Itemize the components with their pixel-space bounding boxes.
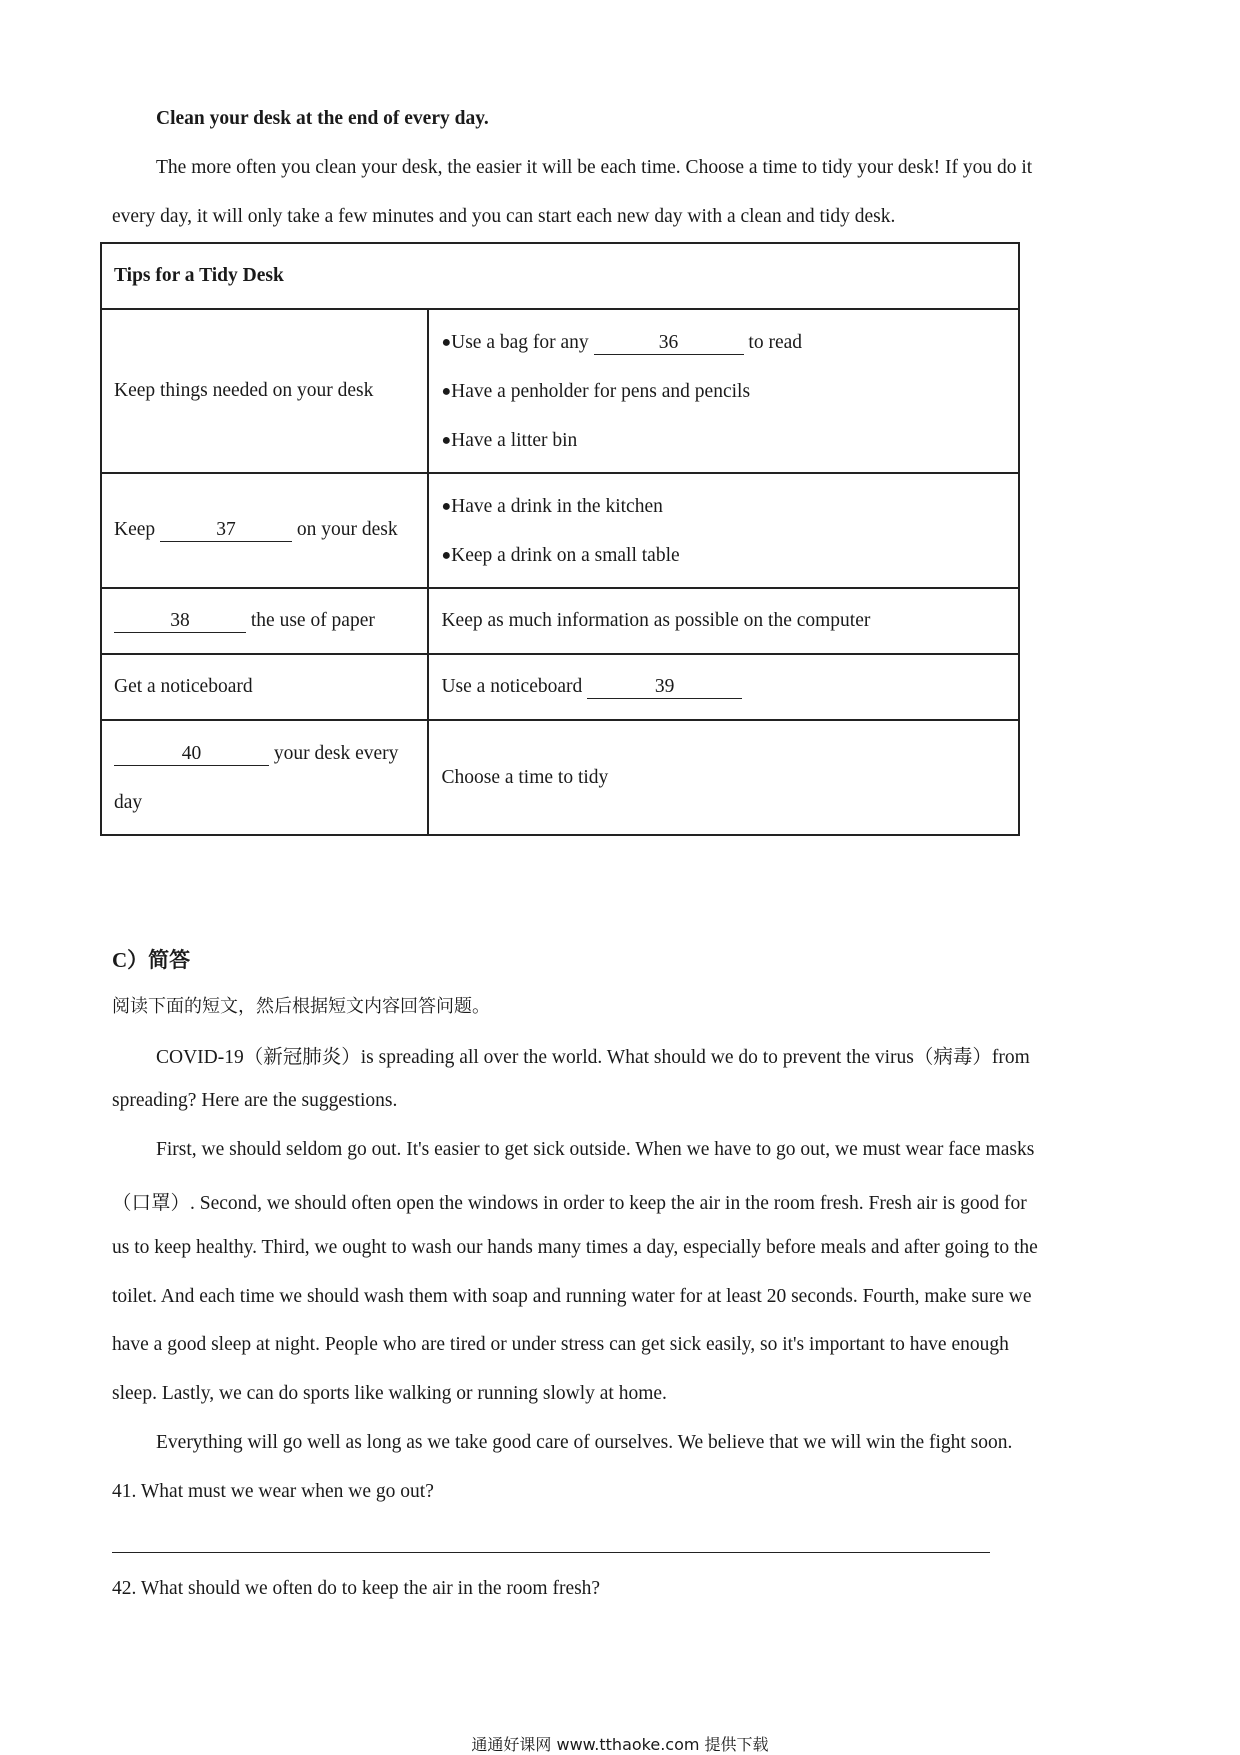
- cell-text: Use a noticeboard: [441, 675, 583, 697]
- cell-text: Have a penholder for pens and pencils: [451, 380, 751, 402]
- bullet-icon: ●: [441, 546, 452, 564]
- blank-40: 40: [114, 743, 269, 766]
- paragraph-line: The more often you clean your desk, the easier it will be each time. Choose a time to tidy your desk! If you do it: [156, 157, 1033, 178]
- bullet-icon: ●: [441, 333, 452, 351]
- cell-text: to read: [748, 331, 803, 353]
- blank-39: 39: [587, 676, 742, 699]
- cell-text: the use of paper: [250, 609, 375, 631]
- paragraph-line: sleep. Lastly, we can do sports like walking or running slowly at home.: [112, 1383, 667, 1404]
- paragraph-line: （口罩）. Second, we should often open the windows in order to keep the air in the room fresh. Fresh air is good for: [112, 1193, 1027, 1214]
- table-cell: Choose a time to tidy: [428, 720, 1019, 835]
- cell-text: your desk every: [273, 742, 399, 764]
- paragraph-line: COVID-19（新冠肺炎）is spreading all over the world. What should we do to prevent the virus（病毒）from: [156, 1047, 1030, 1068]
- cell-text: day: [114, 791, 143, 813]
- section-title: C）简答: [112, 948, 191, 972]
- cell-text: Keep a drink on a small table: [451, 544, 680, 566]
- table-row: [101, 473, 1019, 588]
- bullet-icon: ●: [441, 382, 452, 400]
- table-cell: [101, 473, 428, 588]
- cell-text: Keep: [114, 519, 156, 540]
- paragraph-line: us to keep healthy. Third, we ought to wash our hands many times a day, especially before meals and after going to the: [112, 1237, 1038, 1258]
- table-row: [101, 720, 1019, 835]
- table-cell: Get a noticeboard: [101, 654, 428, 720]
- table-title: Tips for a Tidy Desk: [101, 243, 1019, 309]
- cell-text: Use a bag for any: [451, 331, 589, 353]
- tips-table: [100, 242, 1020, 836]
- table-cell: [101, 588, 428, 654]
- table-cell: [428, 473, 1019, 588]
- cell-text: Have a drink in the kitchen: [451, 495, 663, 517]
- section-heading: Clean your desk at the end of every day.: [156, 108, 489, 129]
- paragraph-line: have a good sleep at night. People who are tired or under stress can get sick easily, so it's important to have enough: [112, 1334, 1009, 1355]
- paragraph-line: Everything will go well as long as we take good care of ourselves. We believe that we will win the fight soon.: [156, 1432, 1013, 1453]
- table-cell: Keep things needed on your desk: [101, 309, 428, 473]
- bullet-icon: ●: [441, 431, 452, 449]
- table-cell: [101, 720, 428, 835]
- blank-36: 36: [594, 332, 744, 355]
- table-row: [101, 309, 1019, 473]
- cell-text: on your desk: [296, 519, 398, 540]
- blank-37: 37: [160, 519, 292, 542]
- footer: 通通好课网 www.tthaoke.com 提供下载: [471, 1735, 769, 1754]
- table-cell: Keep as much information as possible on the computer: [428, 588, 1019, 654]
- instruction: 阅读下面的短文，然后根据短文内容回答问题。: [112, 996, 490, 1017]
- table-cell: [428, 654, 1019, 720]
- table-row: [101, 654, 1019, 720]
- answer-line-41[interactable]: [112, 1552, 990, 1553]
- paragraph-line: toilet. And each time we should wash them with soap and running water for at least 20 seconds. Fourth, make sure we: [112, 1286, 1032, 1307]
- question-42: 42. What should we often do to keep the air in the room fresh?: [112, 1578, 601, 1599]
- paragraph-line: every day, it will only take a few minutes and you can start each new day with a clean and tidy desk.: [112, 206, 896, 227]
- cell-text: Have a litter bin: [451, 429, 578, 451]
- table-cell: [428, 309, 1019, 473]
- table-row: [101, 588, 1019, 654]
- paragraph-line: spreading? Here are the suggestions.: [112, 1090, 398, 1111]
- question-41: 41. What must we wear when we go out?: [112, 1481, 434, 1502]
- bullet-icon: ●: [441, 497, 452, 515]
- blank-38: 38: [114, 610, 246, 633]
- paragraph-line: First, we should seldom go out. It's easier to get sick outside. When we have to go out, we must wear face masks: [156, 1139, 1035, 1160]
